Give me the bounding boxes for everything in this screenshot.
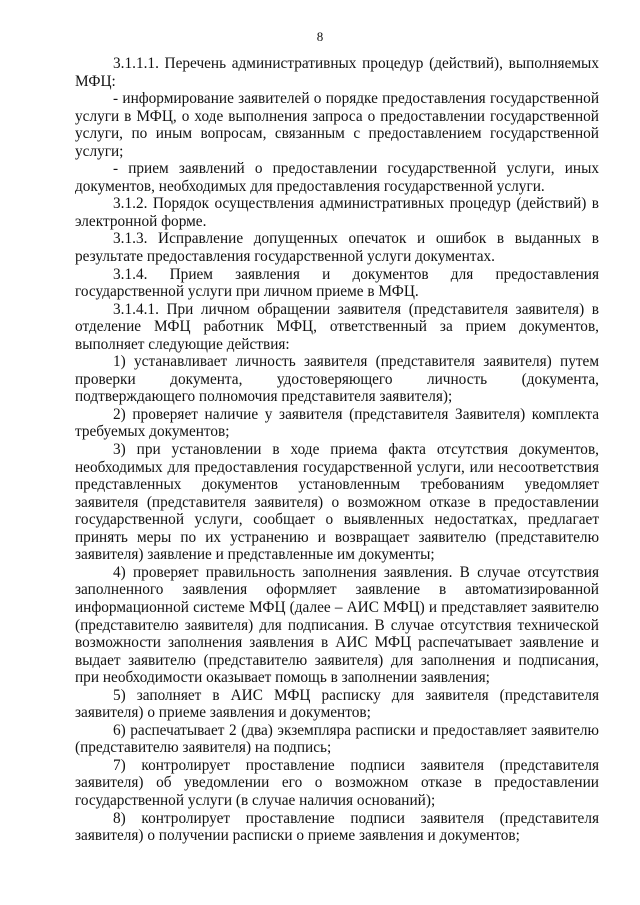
page-number: 8 [316, 29, 324, 44]
list-item-7: 7) контролирует проставление подписи заявителя (представителя заявителя) об уведомлении его о возможном отказе в предоставлении государственной услуги (в случае наличия оснований); [75, 756, 599, 809]
paragraph-3-1-3: 3.1.3. Исправление допущенных опечаток и ошибок в выданных в результате предоставления государственной услуги документах. [75, 230, 599, 266]
list-item-3: 3) при установлении в ходе приема факта отсутствия документов, необходимых для предоставления государственной услуги, или несоответствия представленных документов установленным требованиям уведомляет заявителя (представителя заявителя) о возможном отказе в предоставлении государственной услуги, сообщает о выявленных недостатках, предлагает принять меры по их устранению и возвращает заявителю (представителю заявителя) заявление и представленные им документы; [75, 441, 599, 564]
list-item-8: 8) контролирует проставление подписи заявителя (представителя заявителя) о получении расписки о приеме заявления и документов; [75, 809, 599, 845]
list-item-2: 2) проверяет наличие у заявителя (представителя Заявителя) комплекта требуемых документов; [75, 405, 599, 441]
paragraph-3-1-2: 3.1.2. Порядок осуществления административных процедур (действий) в электронной форме. [75, 195, 599, 230]
document-body [75, 55, 599, 845]
paragraph-3-1-4: 3.1.4. Прием заявления и документов для предоставления государственной услуги при личном приеме в МФЦ. [75, 265, 599, 301]
paragraph-3-1-1-1: 3.1.1.1. Перечень административных процедур (действий), выполняемых МФЦ: [75, 55, 599, 90]
paragraph-informing-applicants: - информирование заявителей о порядке предоставления государственной услуги в МФЦ, о ходе выполнения запроса о предоставлении государственной услуги, по иным вопросам, связанным с предоставлением государственной услуги; [75, 90, 599, 160]
list-item-5: 5) заполняет в АИС МФЦ расписку для заявителя (представителя заявителя) о приеме заявления и документов; [75, 686, 599, 722]
paragraph-receiving-applications: - прием заявлений о предоставлении государственной услуги, иных документов, необходимых для предоставления государственной услуги. [75, 160, 599, 195]
paragraph-3-1-4-1: 3.1.4.1. При личном обращении заявителя (представителя заявителя) в отделение МФЦ работник МФЦ, ответственный за прием документов, выполняет следующие действия: [75, 300, 599, 353]
list-item-4: 4) проверяет правильность заполнения заявления. В случае отсутствия заполненного заявления оформляет заявление в автоматизированной информационной системе МФЦ (далее – АИС МФЦ) и представляет заявителю (представителю заявителя) для подписания. В случае отсутствия технической возможности заполнения заявления в АИС МФЦ распечатывает заявление и выдает заявителю (представителю заявителя) для заполнения и подписания, при необходимости оказывает помощь в заполнении заявления; [75, 563, 599, 687]
list-item-6: 6) распечатывает 2 (два) экземпляра расписки и предоставляет заявителю (представителю заявителя) на подпись; [75, 721, 599, 757]
list-item-1: 1) устанавливает личность заявителя (представителя заявителя) путем проверки документа, удостоверяющего личность (документа, подтверждающего полномочия представителя заявителя); [75, 353, 599, 406]
